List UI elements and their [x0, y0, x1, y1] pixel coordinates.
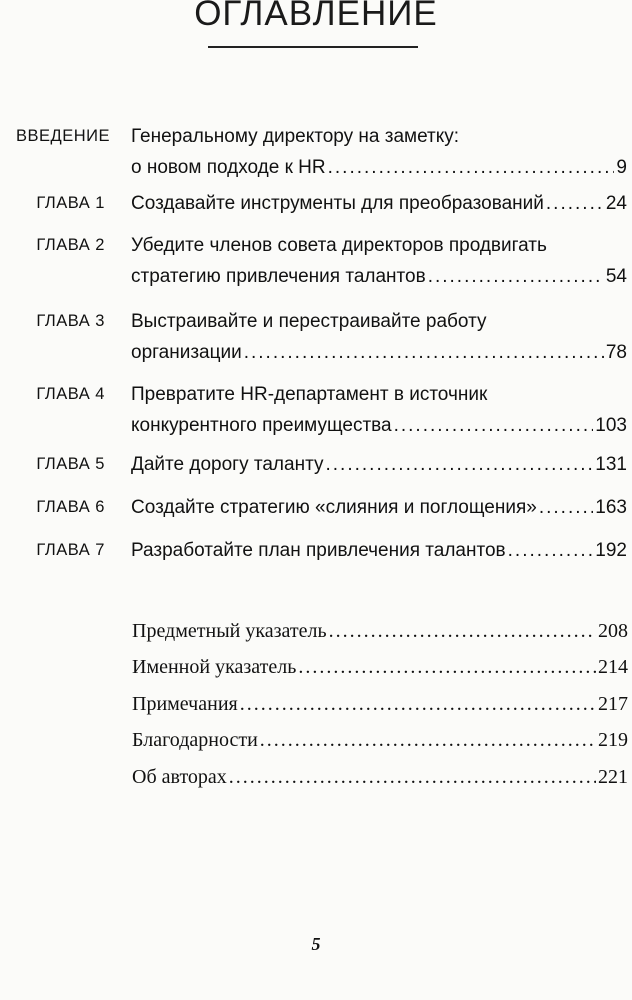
- dot-leader: [328, 150, 615, 185]
- entry-title-line: Именной указатель: [132, 656, 297, 678]
- chapter-label: ВВЕДЕНИЕ: [16, 127, 110, 145]
- entry-title-line: Создавайте инструменты для преобразований: [131, 193, 544, 214]
- entry-title-line: Разработайте план привлечения талантов: [131, 540, 506, 561]
- page-ref: 208: [598, 620, 628, 642]
- page-ref: 54: [605, 266, 627, 287]
- chapter-label: ГЛАВА 4: [36, 385, 105, 403]
- page-ref: 9: [616, 157, 627, 178]
- chapter-label: ГЛАВА 1: [36, 194, 105, 212]
- entry-title-line: Об авторах: [132, 766, 227, 788]
- page-ref: 131: [595, 454, 627, 475]
- entry-title-line: Примечания: [132, 693, 238, 715]
- chapter-label: ГЛАВА 2: [36, 236, 105, 254]
- dot-leader: [329, 618, 596, 645]
- entry-title-line: Дайте дорогу таланту: [131, 454, 324, 475]
- entry-title-line: Превратите HR-департамент в источник: [131, 384, 488, 405]
- chapter-label: ГЛАВА 6: [36, 498, 105, 516]
- entry-title-line: организации: [131, 342, 242, 363]
- dot-leader: [240, 691, 596, 718]
- dot-leader: [546, 190, 604, 217]
- entry-title-line: стратегию привлечения талантов: [131, 266, 426, 287]
- entry-title-line: Предметный указатель: [132, 620, 327, 642]
- page-ref: 24: [605, 193, 627, 214]
- dot-leader: [428, 259, 604, 294]
- entry-title-line: Создайте стратегию «слияния и поглощения»: [131, 497, 537, 518]
- chapter-label: ГЛАВА 3: [36, 312, 105, 330]
- page-ref: 78: [605, 342, 627, 363]
- entry-title-line: конкурентного преимущества: [131, 415, 392, 436]
- dot-leader: [244, 335, 604, 370]
- dot-leader: [298, 654, 596, 681]
- dot-leader: [539, 494, 593, 521]
- entry-title-line: Убедите членов совета директоров продвигать: [131, 235, 547, 256]
- dot-leader: [508, 537, 594, 564]
- page-number: 5: [311, 934, 321, 954]
- page-ref: 217: [598, 693, 628, 715]
- page-ref: 221: [598, 766, 628, 788]
- page-ref: 163: [595, 497, 627, 518]
- page-ref: 214: [598, 656, 628, 678]
- chapter-label: ГЛАВА 5: [36, 455, 105, 473]
- page-ref: 219: [598, 729, 628, 751]
- entry-title-line: Выстраивайте и перестраивайте работу: [131, 311, 487, 332]
- entry-title-line: Благодарности: [132, 729, 258, 751]
- dot-leader: [229, 764, 596, 791]
- page-title: ОГЛАВЛЕНИЕ: [194, 0, 438, 33]
- entry-title-line: Генеральному директору на заметку:: [131, 126, 460, 147]
- chapter-label: ГЛАВА 7: [36, 541, 105, 559]
- page-ref: 103: [595, 415, 627, 436]
- dot-leader: [394, 408, 594, 443]
- page-ref: 192: [595, 540, 627, 561]
- dot-leader: [326, 451, 594, 478]
- entry-title-line: о новом подходе к HR: [131, 157, 326, 178]
- dot-leader: [260, 727, 596, 754]
